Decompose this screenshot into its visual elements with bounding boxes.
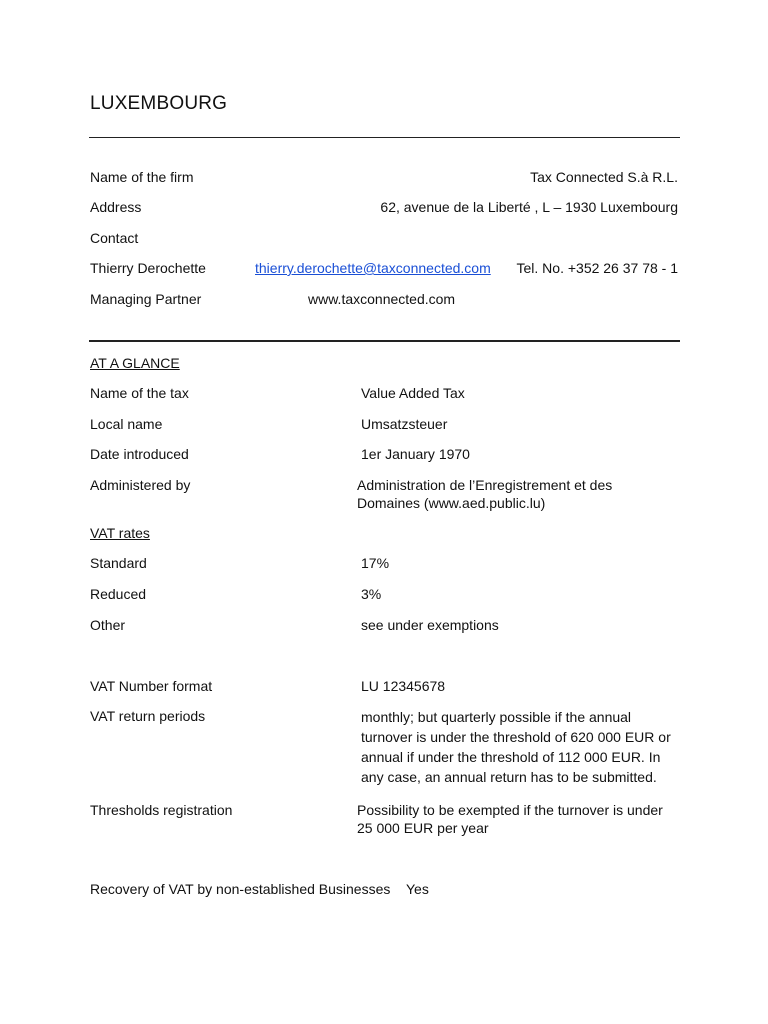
title-divider — [89, 137, 680, 138]
tax-name-label: Name of the tax — [90, 385, 189, 401]
country-title: LUXEMBOURG — [90, 93, 228, 114]
contact-label: Contact — [90, 230, 139, 246]
date-introduced-value: 1er January 1970 — [361, 446, 470, 462]
other-rate-value: see under exemptions — [361, 617, 499, 633]
contact-person: Thierry Derochette — [90, 260, 206, 276]
local-name-value: Umsatzsteuer — [361, 416, 448, 432]
vat-number-format-value: LU 12345678 — [361, 678, 446, 694]
thresholds-value: Possibility to be exempted if the turnover is under 25 000 EUR per year — [357, 802, 663, 836]
section-divider — [89, 340, 680, 342]
administered-by-label: Administered by — [90, 477, 191, 493]
return-periods-label: VAT return periods — [90, 708, 206, 724]
thresholds-label: Thresholds registration — [90, 802, 233, 818]
contact-email-link[interactable]: thierry.derochette@taxconnected.com — [255, 260, 491, 276]
website-text: www.taxconnected.com — [308, 291, 456, 307]
firm-name-value: Tax Connected S.à R.L. — [530, 169, 678, 185]
date-introduced-label: Date introduced — [90, 446, 189, 462]
firm-name-label: Name of the firm — [90, 169, 194, 185]
recovery-label: Recovery of VAT by non-established Businesses — [90, 881, 391, 897]
administered-by-value: Administration de l’Enregistrement et des Domaines (www.aed.public.lu) — [357, 477, 613, 511]
return-periods-value: monthly; but quarterly possible if the annual turnover is under the threshold of 620 000 EUR or annual if under the threshold of 112 000 EUR. In any case, an annual return has to be submitted. — [361, 709, 671, 785]
tax-name-value: Value Added Tax — [361, 385, 465, 401]
role-label: Managing Partner — [90, 291, 202, 307]
contact-telephone: Tel. No. +352 26 37 78 - 1 — [516, 260, 678, 276]
vat-number-format-label: VAT Number format — [90, 678, 213, 694]
vat-rates-heading: VAT rates — [90, 525, 150, 541]
local-name-label: Local name — [90, 416, 163, 432]
address-value: 62, avenue de la Liberté , L – 1930 Luxembourg — [380, 199, 678, 215]
address-label: Address — [90, 199, 142, 215]
at-a-glance-heading: AT A GLANCE — [90, 355, 180, 371]
reduced-rate-value: 3% — [361, 586, 382, 602]
standard-rate-value: 17% — [361, 555, 390, 571]
other-rate-label: Other — [90, 617, 126, 633]
recovery-value: Yes — [406, 881, 429, 897]
reduced-rate-label: Reduced — [90, 586, 147, 602]
standard-rate-label: Standard — [90, 555, 147, 571]
